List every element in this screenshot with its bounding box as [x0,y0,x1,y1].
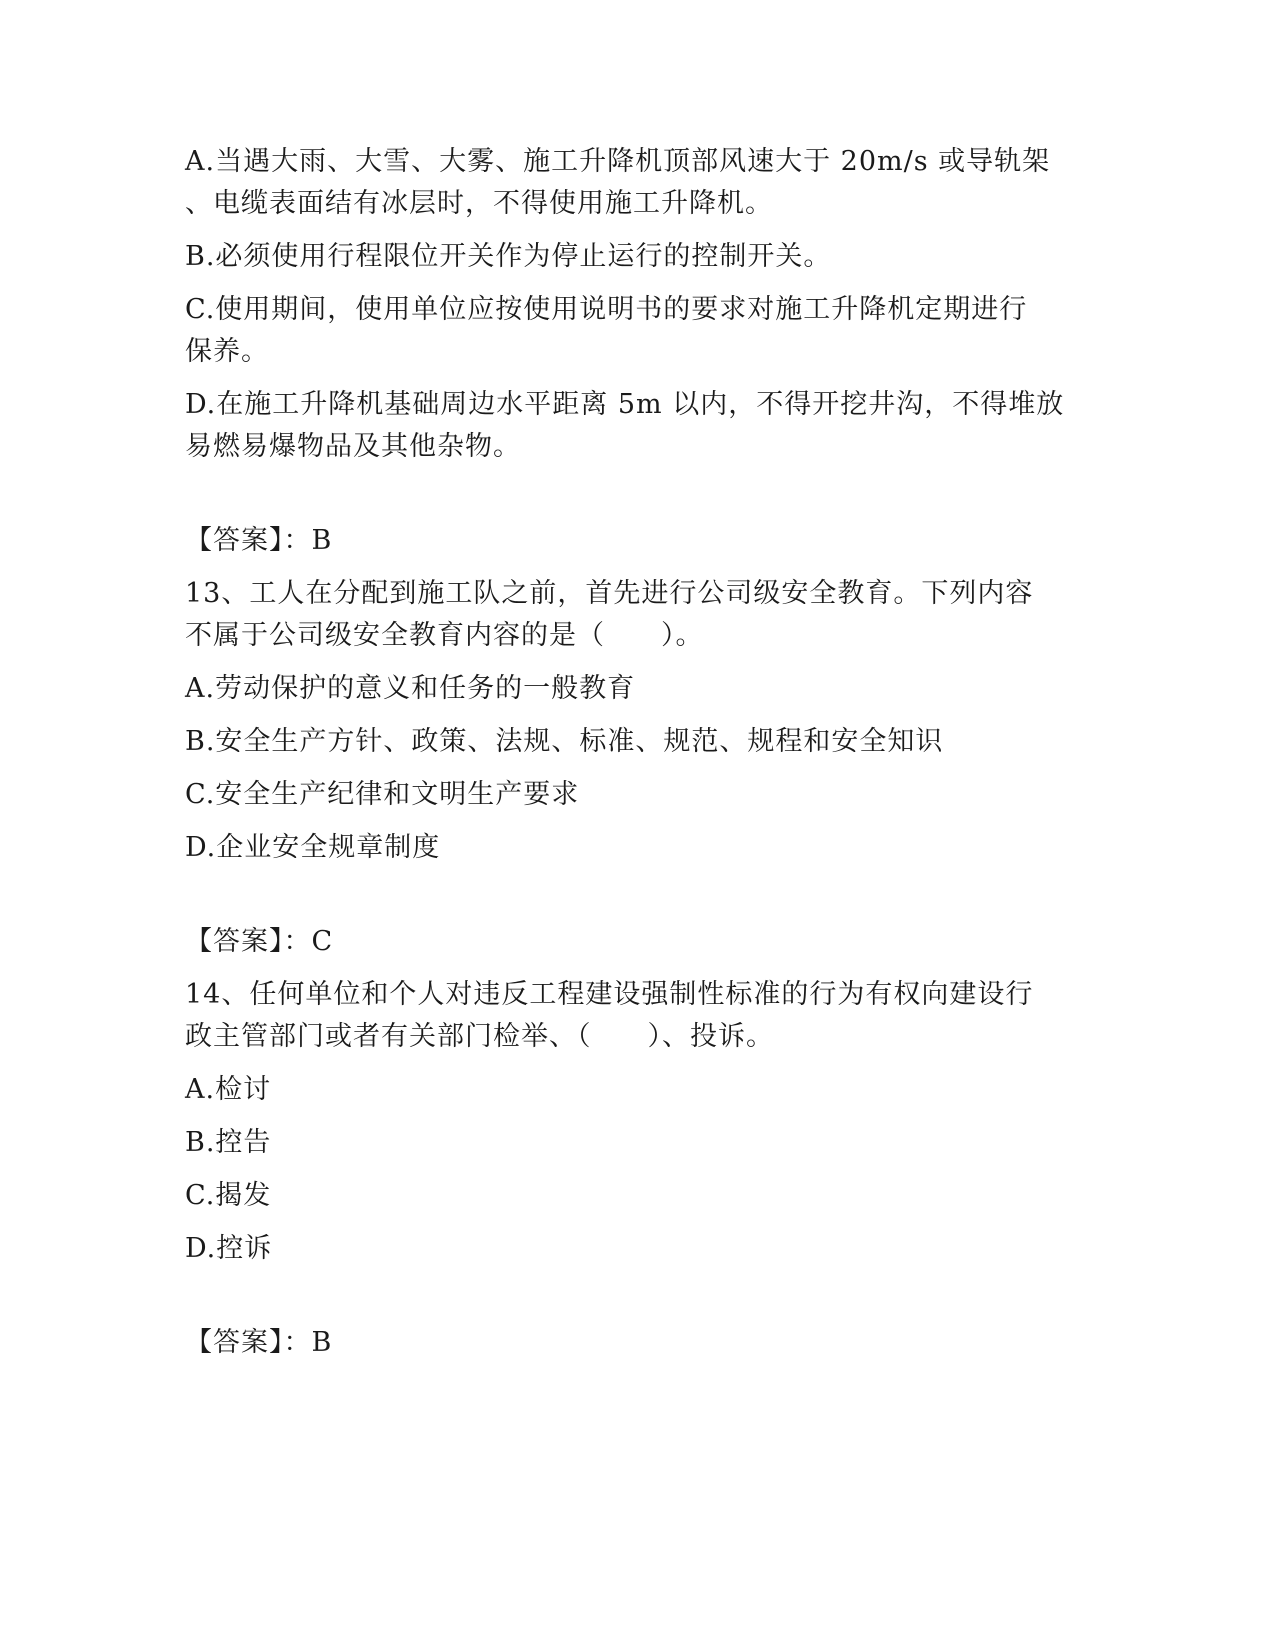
q14-answer: 【答案】：B [185,1327,333,1358]
q13-answer: 【答案】：C [185,926,334,957]
q12-option-a-line1: A.当遇大雨、大雪、大雾、施工升降机顶部风速大于 20m/s 或导轨架 [185,146,1051,177]
q12-option-d-line2: 易燃易爆物品及其他杂物。 [185,431,521,462]
q14-option-a: A.检讨 [185,1074,272,1105]
q14-option-b: B.控告 [185,1127,272,1158]
q14-option-d: D.控诉 [185,1233,273,1264]
q12-option-c-line2: 保养。 [185,336,269,367]
q12-answer: 【答案】：B [185,525,333,556]
q14-stem-line2: 政主管部门或者有关部门检举、（ ）、投诉。 [185,1021,774,1052]
q12-option-d-line1: D.在施工升降机基础周边水平距离 5m 以内，不得开挖井沟，不得堆放 [185,389,1065,420]
q13-option-c: C.安全生产纪律和文明生产要求 [185,779,580,810]
q13-option-a: A.劳动保护的意义和任务的一般教育 [185,673,636,704]
q12-option-b: B.必须使用行程限位开关作为停止运行的控制开关。 [185,241,832,272]
q12-option-c-line1: C.使用期间，使用单位应按使用说明书的要求对施工升降机定期进行 [185,294,1028,325]
q12-option-a-line2: 、电缆表面结有冰层时，不得使用施工升降机。 [185,188,773,219]
q14-stem-line1: 14、任何单位和个人对违反工程建设强制性标准的行为有权向建设行 [185,979,1034,1010]
q13-option-b: B.安全生产方针、政策、法规、标准、规范、规程和安全知识 [185,726,944,757]
q13-option-d: D.企业安全规章制度 [185,832,441,863]
q14-option-c: C.揭发 [185,1180,272,1211]
q13-stem-line2: 不属于公司级安全教育内容的是（ ）。 [185,620,704,651]
q13-stem-line1: 13、工人在分配到施工队之前，首先进行公司级安全教育。下列内容 [185,578,1034,609]
